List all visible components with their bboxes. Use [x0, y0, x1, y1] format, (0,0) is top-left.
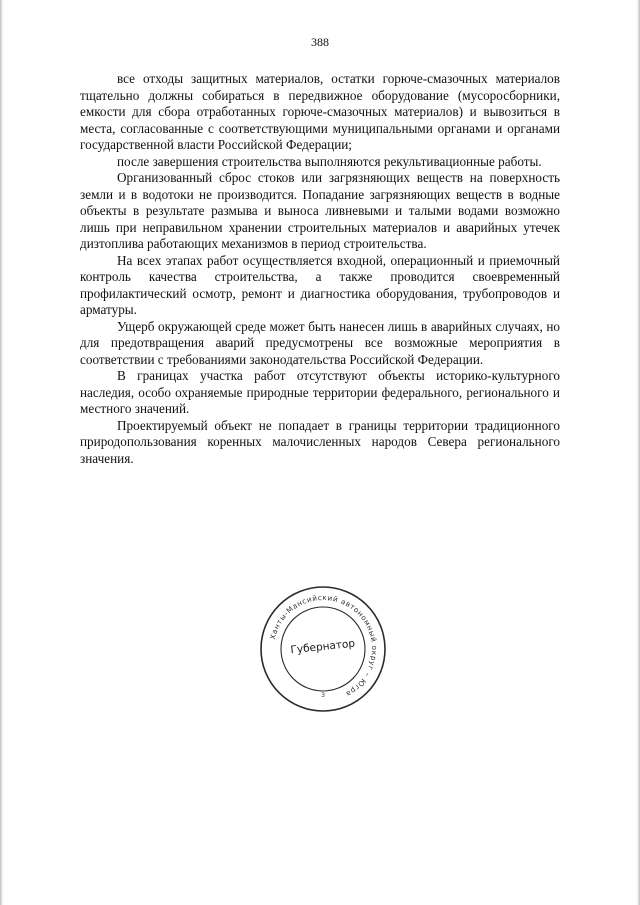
paragraph-7: Проектируемый объект не попадает в границы территории традиционного природопользования коренных малочисленных народов Севера регионального значения. — [80, 417, 560, 466]
paragraph-2: после завершения строительства выполняются рекультивационные работы. — [117, 153, 542, 169]
page-edge-left — [0, 0, 3, 905]
paragraph-6: В границах участка работ отсутствуют объекты историко-культурного наследия, особо охраняемые природные территории федерального, регионального и местного значений. — [80, 368, 560, 416]
governor-stamp — [258, 584, 388, 714]
paragraph-3: Организованный сброс стоков или загрязняющих веществ на поверхность земли и в водотоки не производится. Попадание загрязняющих веществ в водные объекты в результате размыва и выноса ливневыми и талыми водами возможно лишь при неправильном хранении строительных материалов и аварийных утечек дизтоплива работающих механизмов в период строительства. — [80, 170, 560, 251]
stamp-bottom-mark: 3 — [321, 692, 325, 699]
page-number: 388 — [311, 35, 329, 49]
document-body — [80, 71, 560, 467]
paragraph-1: все отходы защитных материалов, остатки горюче-смазочных материалов тщательно должны собираться в передвижное оборудование (мусоросборники, емкости для сбора отработанных горюче-смазочных материалов) и вывозиться в места, согласованные с соответствующими муниципальными органами и органами государственной власти Российской Федерации; — [80, 71, 560, 152]
paragraph-4: На всех этапах работ осуществляется входной, операционный и приемочный контроль качества строительства, а также проводится своевременный профилактический осмотр, ремонт и диагностика оборудования, трубопроводов и арматуры. — [80, 252, 560, 317]
stamp-center-text: Губернатор — [289, 637, 356, 657]
paragraph-5: Ущерб окружающей среде может быть нанесен лишь в аварийных случаях, но для предотвращения аварий предусмотрены все возможные мероприятия в соответствии с требованиями законодательства Российской Федерации. — [80, 318, 560, 367]
stamp-ring-text-path: Ханты-Мансийский автономный округ – Югра — [267, 592, 380, 699]
